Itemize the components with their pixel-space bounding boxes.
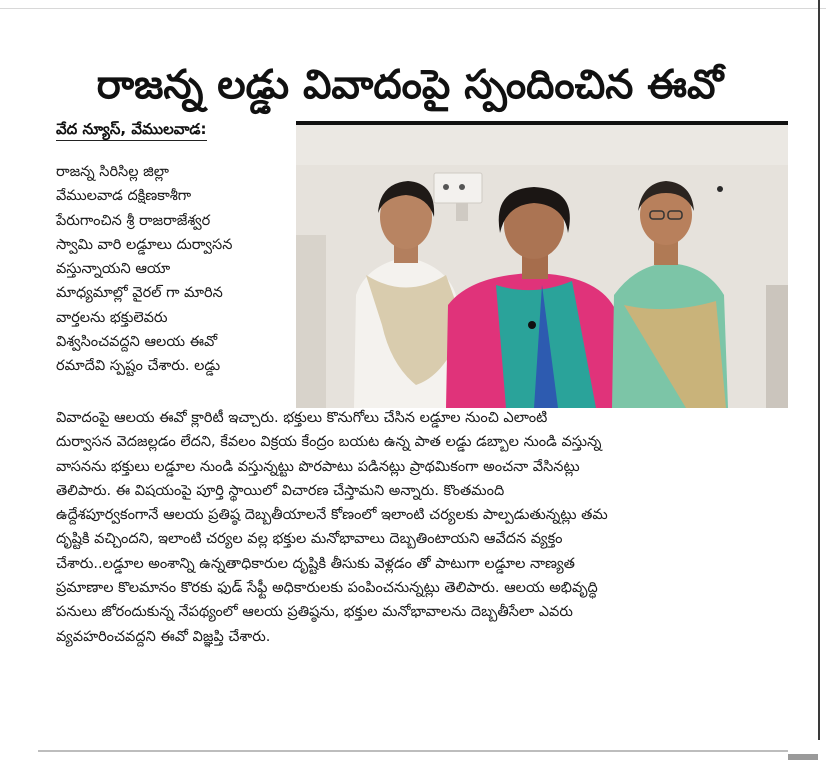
paragraph-line: తెలిపారు. ఈ విషయంపై పూర్తి స్థాయిలో విచారణ చేస్తామని అన్నారు. కొంతమంది: [56, 482, 505, 499]
article-column-text: [56, 160, 292, 379]
article-photo: [296, 121, 788, 408]
paragraph-line: వస్తున్నాయని ఆయా: [56, 261, 171, 278]
top-rule: [0, 0, 826, 9]
paragraph-line: చేశారు..లడ్డూల అంశాన్ని ఉన్నతాధికారుల దృష్టికి తీసుకు వెళ్లడం తో పాటుగా లడ్డూల నాణ్యత: [56, 555, 575, 572]
article-body-text: [56, 406, 806, 649]
paragraph-line: మాధ్యమాల్లో వైరల్ గా మారిన: [56, 285, 223, 302]
paragraph-line: వార్తలను భక్తులెవరు: [56, 309, 168, 326]
corner-mark: [788, 754, 818, 760]
paragraph-line: రమాదేవి స్పష్టం చేశారు. లడ్డు: [56, 358, 221, 375]
paragraph-line: దృష్టికి వచ్చిందని, ఇలాంటి చర్యల వల్ల భక్తుల మనోభావాలు దెబ్బతింటాయని ఆవేదన వ్యక్తం: [56, 531, 563, 548]
paragraph-line: విశ్వసించవద్దని ఆలయ ఈవో: [56, 334, 218, 351]
paragraph-line: దుర్వాసన వెదజల్లడం లేదని, కేవలం విక్రయ కేంద్రం బయట ఉన్న పాత లడ్డు డబ్బాల నుండి వస్తున్న: [56, 434, 602, 451]
paragraph-line: పనులు జోరందుకున్న నేపథ్యంలో ఆలయ ప్రతిష్ఠను, భక్తుల మనోభావాలను దెబ్బతీసేలా ఎవరు: [56, 604, 573, 621]
column-divider: [818, 0, 820, 740]
paragraph-line: రాజన్న సిరిసిల్ల జిల్లా: [56, 164, 169, 180]
bottom-rule: [38, 750, 788, 752]
headline: రాజన్న లడ్డు వివాదంపై స్పందించిన ఈవో: [96, 61, 724, 108]
paragraph-line: వివాదంపై ఆలయ ఈవో క్లారిటీ ఇచ్చారు. భక్తులు కొనుగోలు చేసిన లడ్డూల నుంచి ఎలాంటి: [56, 410, 548, 426]
paragraph-line: పేరుగాంచిన శ్రీ రాజరాజేశ్వర: [56, 212, 211, 229]
paragraph-line: వాసనను భక్తులు లడ్డూల నుండి వస్తున్నట్టు పొరపాటు పడినట్లు ప్రాథమికంగా అంచనా వేసినట్లు: [56, 458, 580, 475]
photo-three-women: [296, 125, 788, 408]
paragraph-line: వేములవాడ దక్షిణకాశీగా: [56, 188, 192, 205]
paragraph-line: స్వామి వారి లడ్డూలు దుర్వాసన: [56, 236, 233, 253]
paragraph-line: ప్రమాణాల కొలమానం కొరకు ఫుడ్ సేఫ్టీ అధికారులకు పంపించనున్నట్లు తెలిపారు. ఆలయ అభివృద్ధి: [56, 580, 598, 597]
paragraph-line: వ్యవహరించవద్దని ఈవో విజ్ఞప్తి చేశారు.: [56, 628, 271, 645]
paragraph-line: ఉద్దేశపూర్వకంగానే ఆలయ ప్రతిష్ఠ దెబ్బతీయాలనే కోణంలో ఇలాంటి చర్యలకు పాల్పడుతున్నట్లు తమ: [56, 507, 608, 524]
byline: వేద న్యూస్, వేములవాడ:: [56, 119, 207, 141]
